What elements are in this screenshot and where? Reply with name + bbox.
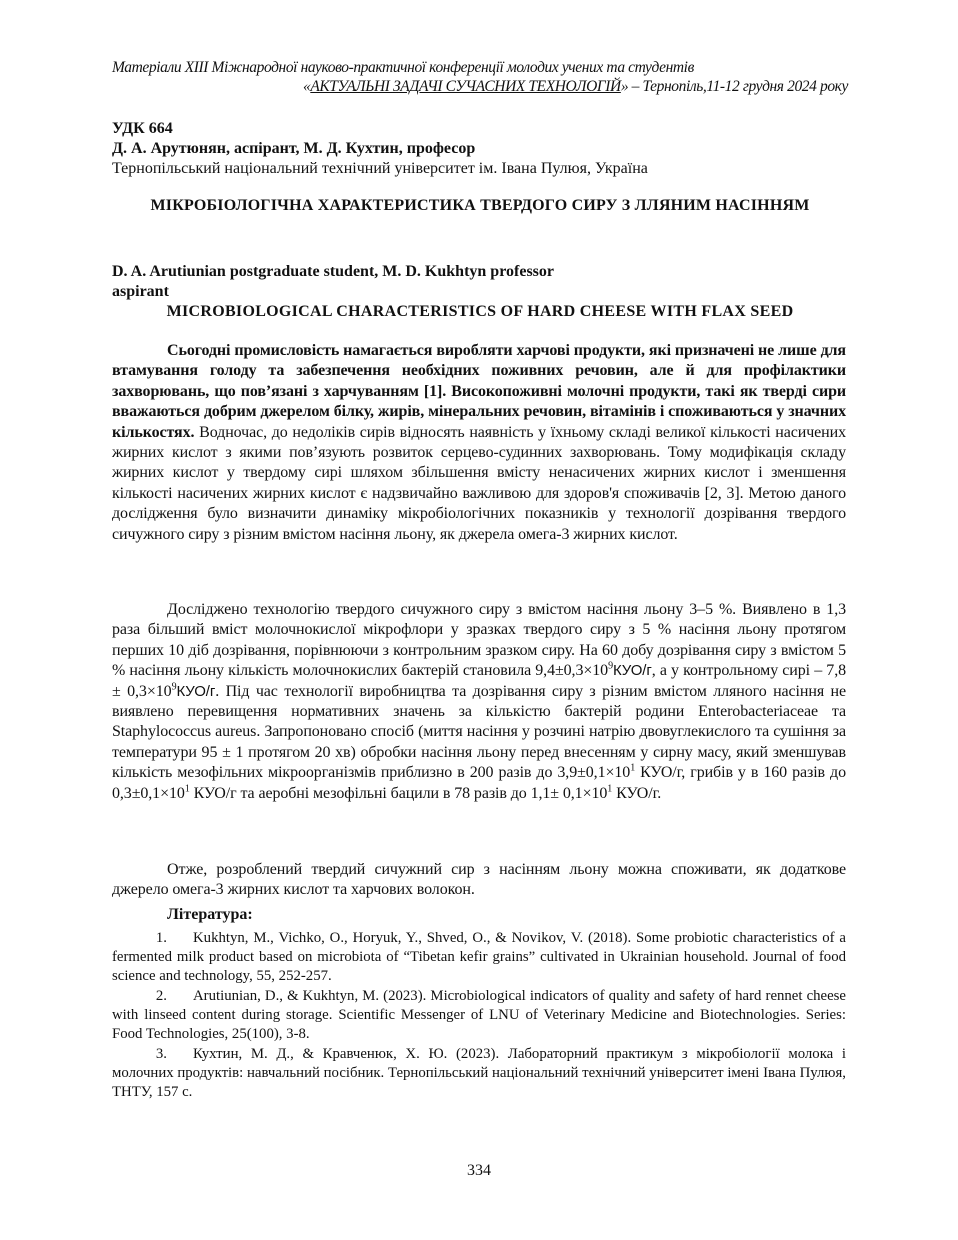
page-number: 334 xyxy=(467,1162,491,1179)
intro-bold-text: Сьогодні промисловість намагається виробляти харчові продукти, які призначені не лише для втамування голоду та забезпечення необхідних поживних речовин, але й для профілактики захворювань, що пов’язані з харчуванням [1]. Високопоживні молочні продукти, такі як тверді сири вважаються добрим джерелом білку, жирів, мінеральних речовин, вітамінів і споживаються у значних кількостях. xyxy=(112,342,846,441)
exponent: 1 xyxy=(607,783,613,795)
reference-text: Arutiunian, D., & Kukhtyn, M. (2023). Microbiological indicators of quality and safety of hard rennet cheese with linseed content during storage. Scientific Messenger of LNU of Veterinary Medicine and Biotechnologies. Series: Food Technologies, 25(100), 3-8. xyxy=(112,988,846,1042)
body-paragraph-3: Отже, розроблений твердий сичужний сир з насінням льону можна споживати, як додаткове джерело омега-3 жирних кислот та харчових волокон. xyxy=(112,861,846,899)
running-header-line2 xyxy=(112,77,848,97)
exponent: 1 xyxy=(184,783,190,795)
body-paragraph-2 xyxy=(112,600,846,804)
authors-en: D. A. Arutiunian postgraduate student, M. D. Kukhtyn professor xyxy=(112,263,554,280)
unit-cfu: КУО/г xyxy=(613,662,652,680)
results-text-a: Досліджено технологію твердого сичужного сиру з вмістом насіння льону 3–5 %. Виявлено в 1,3 раза більший вміст молочнокислої мікрофлори у зразках твердого сиру з 5 % насіння льону протягом перших 10 діб дозрівання, порівнюючи з контрольним зразком сиру. На 60 добу дозрівання сиру з вмістом 5 % насіння льону кількість молочнокислих бактерій становила 9,4±0,3×10 xyxy=(112,601,846,680)
exponent: 1 xyxy=(630,762,636,774)
reference-item xyxy=(112,929,846,986)
title-en: MICROBIOLOGICAL CHARACTERISTICS OF HARD CHEESE WITH FLAX SEED xyxy=(166,303,794,320)
header-conference-name: АКТУАЛЬНІ ЗАДАЧІ СУЧАСНИХ ТЕХНОЛОГІЙ xyxy=(310,78,621,95)
reference-text: Кухтин, М. Д., & Кравченюк, Х. Ю. (2023). Лабораторний практикум з мікробіології молока і молочних продуктів: навчальний посібник. Тернопільський національний технічний університет імені Івана Пулюя, ТНТУ, 157 с. xyxy=(112,1046,846,1100)
unit-cfu: КУО/г xyxy=(176,682,216,700)
header-quote-open: « xyxy=(302,78,311,95)
results-text-h: КУО/г. xyxy=(612,784,662,802)
exponent: 9 xyxy=(171,681,177,693)
results-text-f: КУО/г, грибів у в 160 разів до 0,3±0,1×10 xyxy=(112,764,846,802)
header-place-date: » – Тернопіль,11-12 грудня 2024 року xyxy=(620,78,848,95)
running-header-line1: Матеріали XIII Міжнародної науково-практичної конференції молодих учених та студентів xyxy=(112,59,694,76)
reference-item xyxy=(112,987,846,1044)
affiliation-ua: Тернопільський національний технічний університет ім. Івана Пулюя, Україна xyxy=(112,160,648,177)
reference-number: 2. xyxy=(155,988,167,1004)
reference-text: Kukhtyn, M., Vichko, O., Horyuk, Y., Shved, O., & Novikov, V. (2018). Some probiotic characteristics of a fermented milk product based on microbiota of “Tibetan kefir grains” cultivated in Ukrainian household. Journal of food science and technology, 55, 252-257. xyxy=(112,930,846,984)
body-paragraph-1 xyxy=(112,341,846,545)
authors-en-line2: aspirant xyxy=(112,283,169,300)
intro-text: Водночас, до недоліків сирів відносять наявність у їхньому складі великої кількості насичених жирних кислот з якими пов’язують розвиток серцево-судинних захворювань. Тому модифікація складу жирних кислот у твердому сирі шляхом збільшення вмісту ненасичених жирних кислот і зменшення кількості насичених жирних кислот є надзвичайно важливою для здоров'я споживачів [2, 3]. Метою даного дослідження було визначити динаміку мікробіологічних показників у технології дозрівання твердого сичужного сиру з різним вмістом насіння льону, як джерела омега-3 жирних кислот. xyxy=(112,423,846,543)
title-ua: МІКРОБІОЛОГІЧНА ХАРАКТЕРИСТИКА ТВЕРДОГО СИРУ З ЛЛЯНИМ НАСІННЯМ xyxy=(150,197,810,214)
reference-item xyxy=(112,1045,846,1102)
authors-ua: Д. А. Арутюнян, аспірант, М. Д. Кухтин, професор xyxy=(112,140,476,157)
udk-code: УДК 664 xyxy=(112,120,173,137)
reference-number: 1. xyxy=(155,930,167,946)
results-text-g: КУО/г та аеробні мезофільні бацили в 78 разів до 1,1± 0,1×10 xyxy=(189,784,608,802)
exponent: 9 xyxy=(608,660,613,672)
reference-number: 3. xyxy=(155,1046,167,1062)
results-text-e: . Під час технології виробництва та дозрівання сиру з різним вмістом лляного насіння не виявлено перевищення нормативних значень за кількістю бактерій родини Enterobacteriaceae та Staphylococcus aureus. Запропоновано спосіб (миття насіння у розчині натрію двовуглекислого та сушіння за температури 95 ± 1 протягом 20 хв) обробки насіння льону перед внесенням у сирну масу, який зменшував кількість мезофільних мікроорганізмів приблизно в 200 разів до 3,9±0,1×10 xyxy=(112,682,846,782)
literature-heading: Література: xyxy=(167,906,253,923)
results-text-c: , а у контрольному сирі – 7,8 ± 0,3×10 xyxy=(112,662,846,700)
